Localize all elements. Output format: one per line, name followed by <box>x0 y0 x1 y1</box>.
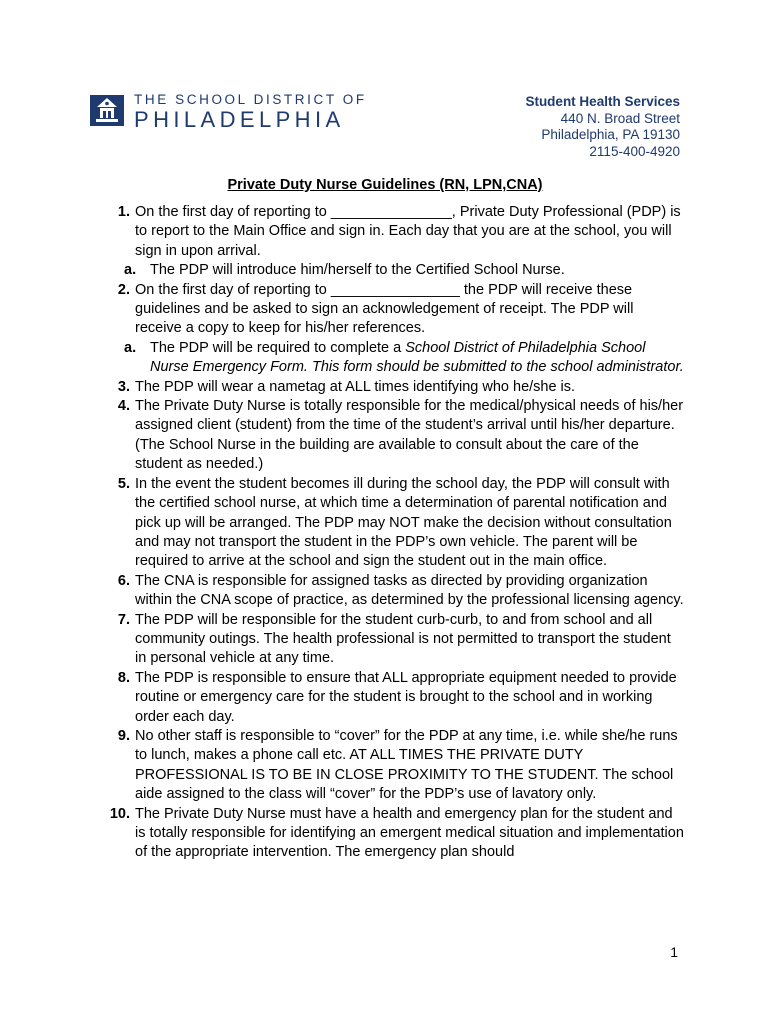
item-number: 9. <box>117 727 130 744</box>
item-number: 8. <box>117 669 130 686</box>
logo-text-line2: PHILADELPHIA <box>134 107 345 132</box>
item-text: The PDP will be responsible for the student curb-curb, to and from school and all community outings. The health professional is not permitted to transport the student in personal vehicle at any time. <box>135 611 671 667</box>
list-item <box>104 475 684 572</box>
item-number: 10. <box>109 805 130 822</box>
list-item <box>104 203 684 261</box>
sub-item-text: The PDP will be required to complete a <box>150 339 406 356</box>
sub-item <box>104 339 684 378</box>
item-number: 1. <box>117 204 130 220</box>
item-text: No other staff is responsible to “cover” for the PDP at any time, i.e. while she/he runs to lunch, makes a phone call etc. AT ALL TIMES THE PRIVATE DUTY PROFESSIONAL IS TO BE IN CLOSE PROXIMITY TO THE STUDENT. The school aide assigned to the class will “cover” for the PDP’s use of lavatory only. <box>135 727 678 803</box>
item-number: 3. <box>117 378 130 395</box>
item-text: The Private Duty Nurse is totally responsible for the medical/physical needs of his/her assigned client (student) from the time of the student’s arrival until his/her departure. (The School Nurse in the building are available to consult about the care of the student as needed.) <box>135 398 684 473</box>
item-text: The PDP will wear a nametag at ALL times identifying who he/she is. <box>135 378 576 395</box>
list-item <box>104 397 684 475</box>
item-number: 7. <box>117 611 130 628</box>
sub-item-letter: a. <box>124 262 137 279</box>
sub-item <box>104 261 684 280</box>
item-text: On the first day of reporting to _______________, Private Duty Professional (PDP) is to report to the Main Office and sign in. Each day that you are at the school, you will sign in upon arrival. <box>135 204 681 259</box>
item-number: 4. <box>117 398 130 415</box>
page-number: 1 <box>670 944 678 960</box>
guidelines-list <box>104 203 684 863</box>
list-item <box>104 669 684 727</box>
item-text: The Private Duty Nurse must have a health and emergency plan for the student and is totally responsible for identifying an emergent medical situation and implementation of the appropriate intervention. The emergency plan should <box>135 805 684 861</box>
item-text: On the first day of reporting to ________________ the PDP will receive these guidelines and be asked to sign an acknowledgement of receipt. The PDP will receive a copy to keep for his/her references. <box>135 281 634 337</box>
sub-item-italic-text: School District of Philadelphia School Nurse Emergency Form. This form should be submitted to the school administrator. <box>150 339 684 376</box>
item-text: The CNA is responsible for assigned tasks as directed by providing organization within the CNA scope of practice, as determined by the professional licensing agency. <box>135 572 684 609</box>
logo-text-line1: THE SCHOOL DISTRICT OF <box>134 92 367 107</box>
street-address: 440 N. Broad Street <box>560 110 680 126</box>
list-item <box>104 805 684 863</box>
item-number: 6. <box>117 572 130 589</box>
sub-item-text: The PDP will introduce him/herself to the Certified School Nurse. <box>150 262 565 279</box>
list-item <box>104 378 684 397</box>
item-text: In the event the student becomes ill during the school day, the PDP will consult with the certified school nurse, at which time a determination of parental notification and pick up will be arranged. The PDP may NOT make the decision without consultation and may not transport the student in the PDP’s own vehicle. The parent will be required to arrive at the school and sign the student out in the main office. <box>135 475 672 570</box>
district-logo <box>90 92 370 134</box>
list-item <box>104 281 684 339</box>
sub-item-letter: a. <box>124 339 137 356</box>
document-title: Private Duty Nurse Guidelines (RN, LPN,CNA) <box>227 177 543 193</box>
department-name: Student Health Services <box>525 94 680 109</box>
list-item <box>104 611 684 669</box>
list-item <box>104 727 684 805</box>
city-state-zip: Philadelphia, PA 19130 <box>541 127 680 142</box>
item-number: 2. <box>117 281 130 298</box>
address-block <box>525 94 680 160</box>
list-item <box>104 572 684 611</box>
phone-number: 2115-400-4920 <box>589 143 680 159</box>
school-district-emblem-icon <box>90 92 124 128</box>
item-text: The PDP is responsible to ensure that ALL appropriate equipment needed to provide routine or emergency care for the student is brought to the school and in working order each day. <box>135 669 677 725</box>
item-number: 5. <box>117 475 130 492</box>
